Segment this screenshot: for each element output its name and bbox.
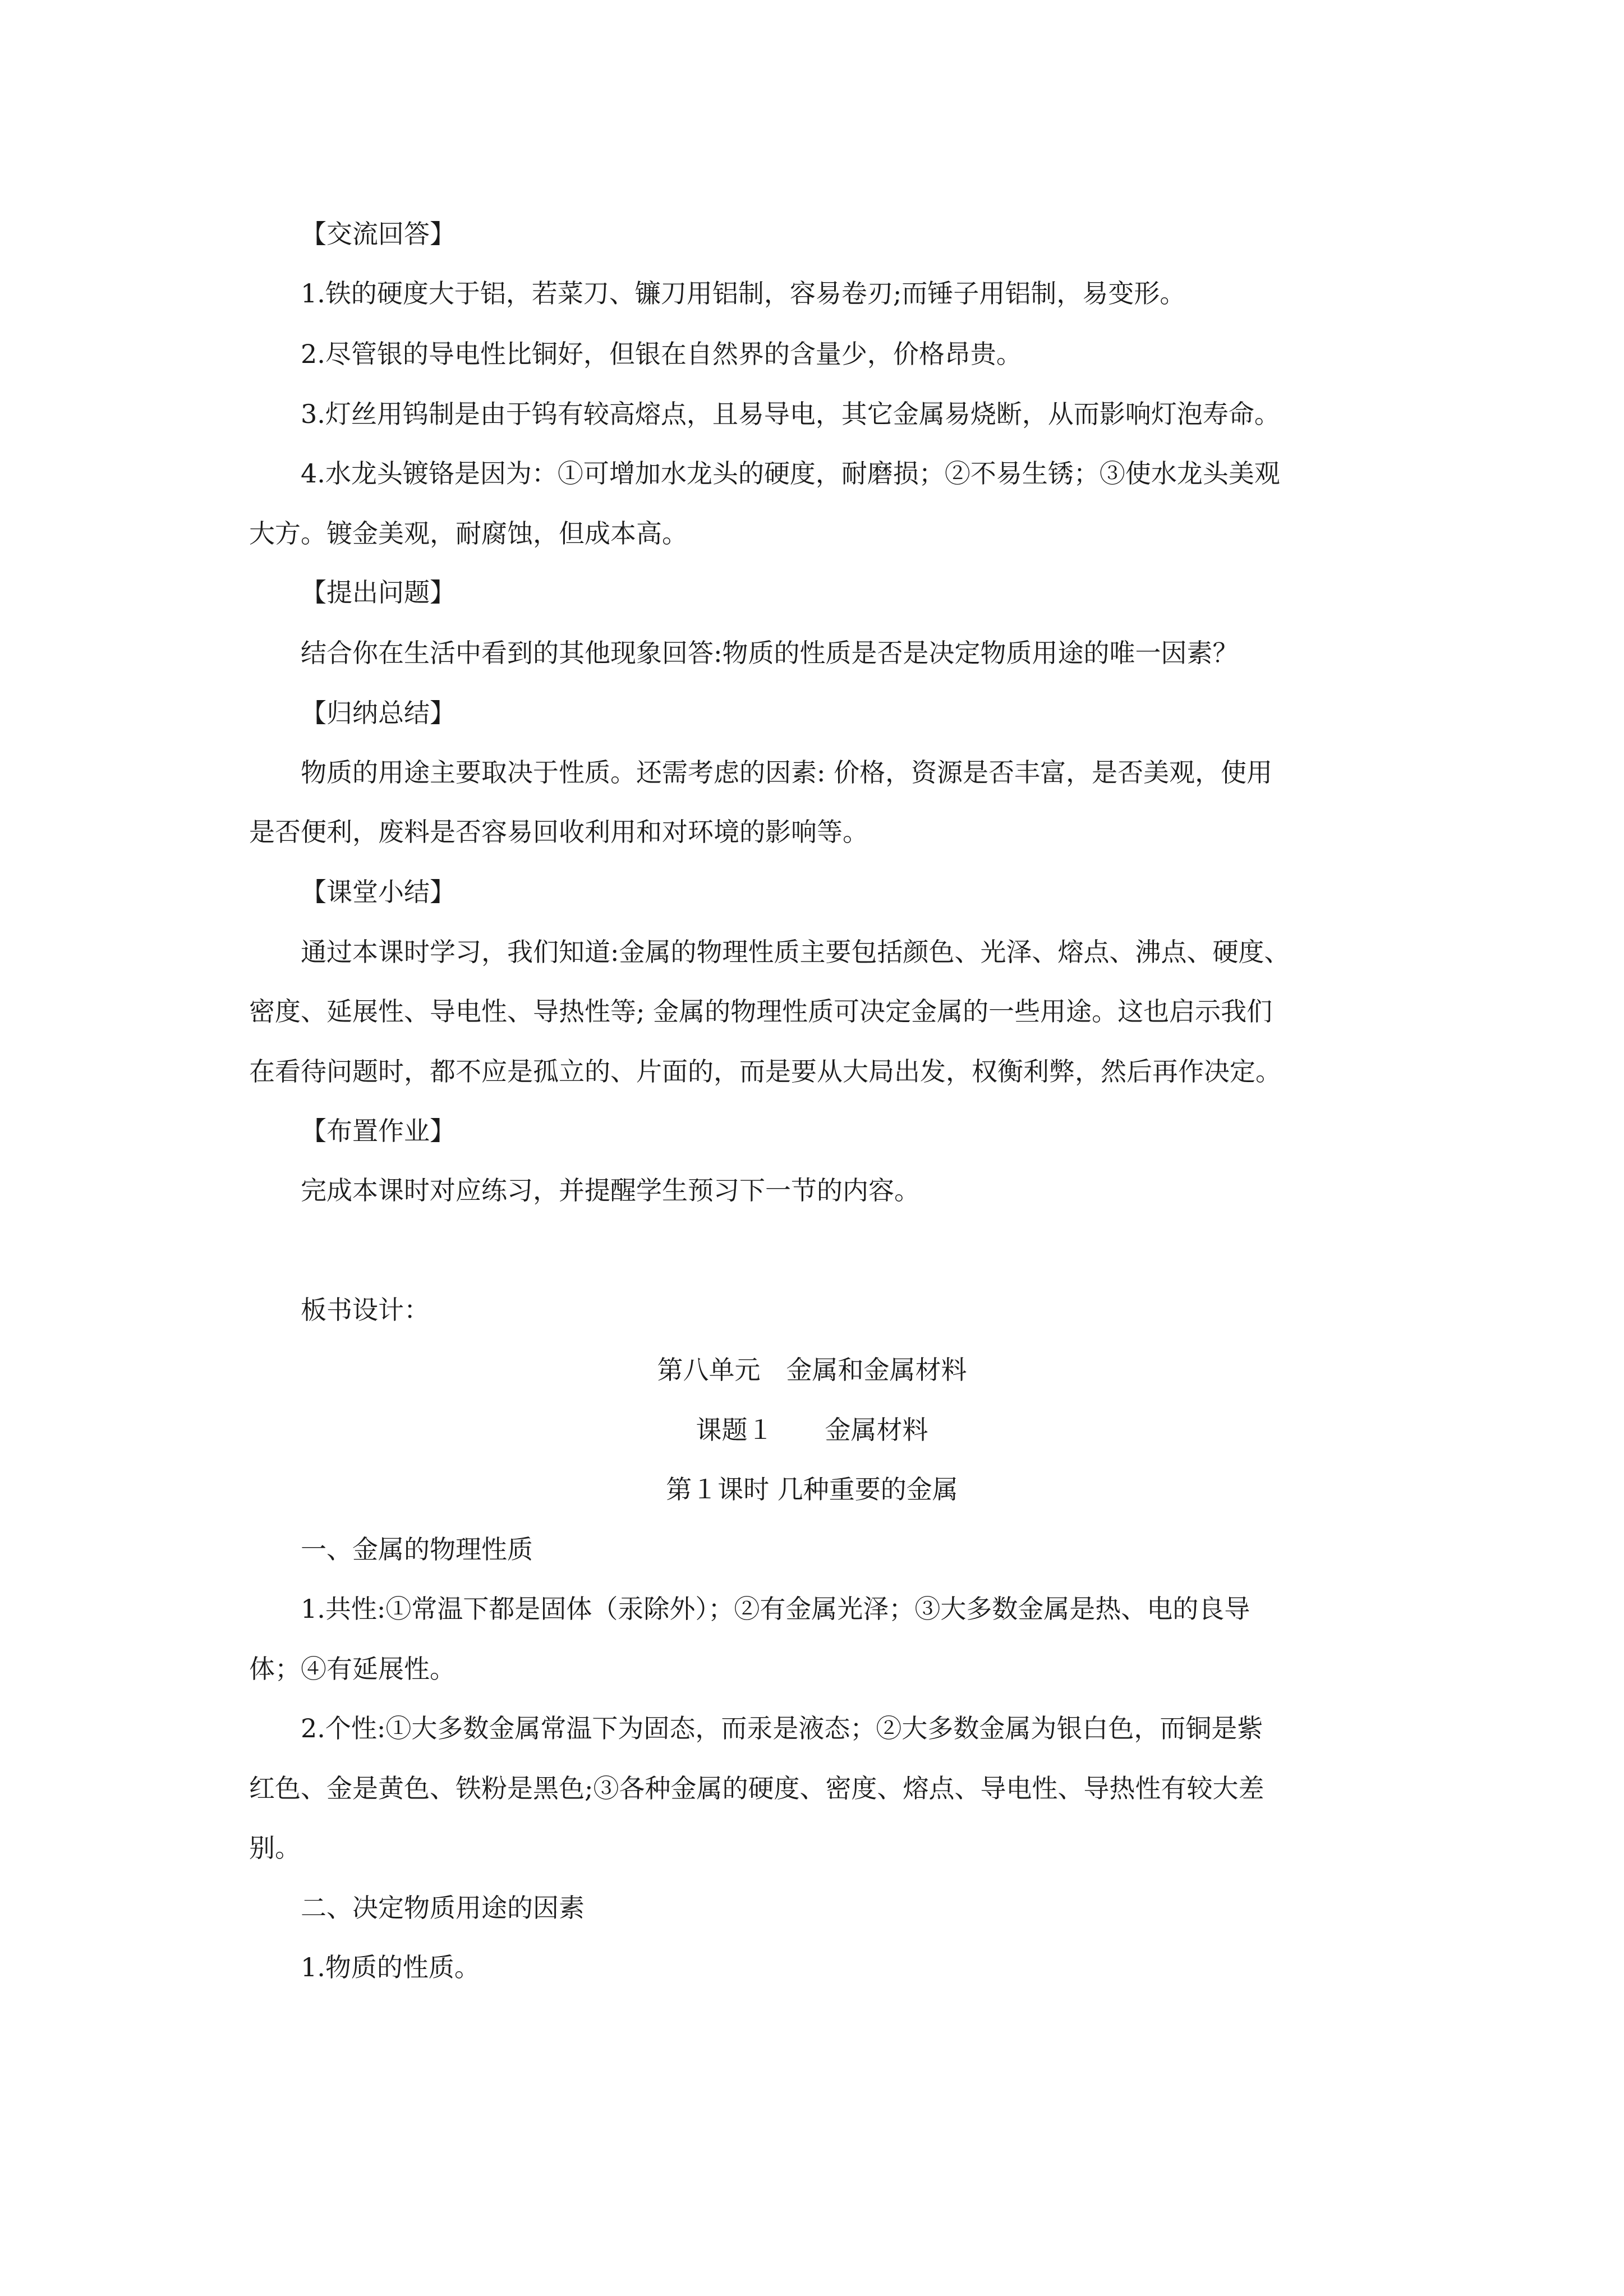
section-heading: 一、金属的物理性质: [301, 1534, 533, 1565]
unit-title: 第八单元 金属和金属材料: [657, 1355, 967, 1385]
topic-title: 课题１ 金属材料: [696, 1415, 928, 1445]
paragraph-line: 大方。镀金美观，耐腐蚀，但成本高。: [249, 518, 688, 549]
paragraph-line: 1.物质的性质。: [301, 1952, 480, 1982]
heading-summary: 【归纳总结】: [301, 698, 456, 728]
paragraph-line: 1.铁的硬度大于铝，若菜刀、镰刀用铝制，容易卷刃;而锤子用铝制，易变形。: [301, 278, 1186, 309]
paragraph-line: 体；④有延展性。: [249, 1654, 456, 1684]
paragraph-line: 结合你在生活中看到的其他现象回答:物质的性质是否是决定物质用途的唯一因素？: [301, 638, 1239, 668]
board-design-label: 板书设计：: [301, 1295, 430, 1325]
paragraph-line: 密度、延展性、导电性、导热性等; 金属的物理性质可决定金属的一些用途。这也启示我们: [249, 996, 1273, 1027]
lesson-title: 第１课时 几种重要的金属: [666, 1474, 958, 1504]
paragraph-line: 2.尽管银的导电性比铜好，但银在自然界的含量少，价格昂贵。: [301, 339, 1022, 369]
paragraph-line: 别。: [249, 1833, 301, 1863]
paragraph-line: 2.个性:①大多数金属常温下为固态，而汞是液态；②大多数金属为银白色，而铜是紫: [301, 1713, 1263, 1743]
paragraph-line: 3.灯丝用钨制是由于钨有较高熔点，且易导电，其它金属易烧断，从而影响灯泡寿命。: [301, 399, 1280, 429]
paragraph-line: 是否便利，废料是否容易回收利用和对环境的影响等。: [249, 817, 868, 847]
heading-exchange-answers: 【交流回答】: [301, 219, 456, 249]
paragraph-line: 在看待问题时，都不应是孤立的、片面的，而是要从大局出发，权衡利弊，然后再作决定。: [249, 1056, 1281, 1087]
paragraph-line: 4.水龙头镀铬是因为：①可增加水龙头的硬度，耐磨损；②不易生锈；③使水龙头美观: [301, 458, 1280, 489]
paragraph-line: 红色、金是黄色、铁粉是黑色;③各种金属的硬度、密度、熔点、导电性、导热性有较大差: [249, 1773, 1264, 1803]
heading-class-summary: 【课堂小结】: [301, 877, 456, 907]
paragraph-line: 1.共性:①常温下都是固体（汞除外）；②有金属光泽；③大多数金属是热、电的良导: [301, 1594, 1250, 1624]
paragraph-line: 物质的用途主要取决于性质。还需考虑的因素: 价格，资源是否丰富，是否美观，使用: [301, 757, 1273, 788]
paragraph-line: 通过本课时学习，我们知道:金属的物理性质主要包括颜色、光泽、熔点、沸点、硬度、: [301, 937, 1290, 967]
heading-homework: 【布置作业】: [301, 1116, 456, 1146]
paragraph-line: 完成本课时对应练习，并提醒学生预习下一节的内容。: [301, 1175, 920, 1205]
section-heading: 二、决定物质用途的因素: [301, 1893, 585, 1923]
heading-raise-question: 【提出问题】: [301, 577, 456, 608]
